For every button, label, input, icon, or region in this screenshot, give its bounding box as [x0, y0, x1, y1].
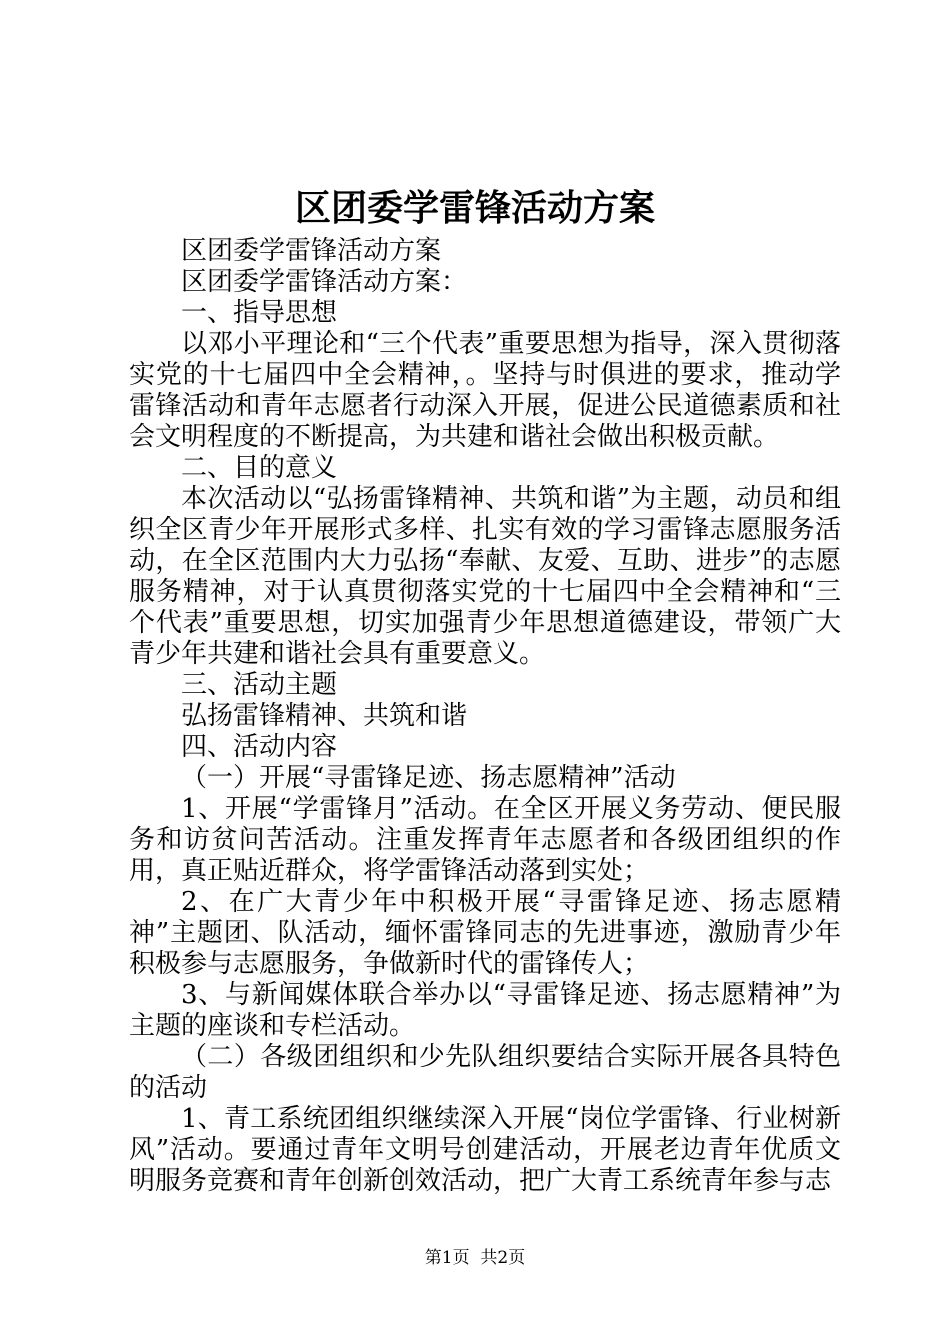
subsection-heading: （二）各级团组织和少先队组织要结合实际开展各具特色的活动	[129, 1042, 841, 1103]
document-title: 区团委学雷锋活动方案	[294, 187, 655, 229]
page-number: 第1页 共2页	[424, 1248, 526, 1268]
paragraph: 1、开展“学雷锋月”活动。在全区开展义务劳动、便民服务和访贫问苦活动。注重发挥青年志愿者和各级团组织的作用，真正贴近群众，将学雷锋活动落到实处；	[129, 794, 841, 886]
section-heading: 一、指导思想	[181, 298, 338, 328]
section-heading: 四、活动内容	[181, 732, 338, 762]
paragraph: 以邓小平理论和“三个代表”重要思想为指导，深入贯彻落实党的十七届四中全会精神，。坚持与时俱进的要求，推动学雷锋活动和青年志愿者行动深入开展，促进公民道德素质和社会文明程度的不断提高，为共建和谐社会做出积极贡献。	[129, 329, 841, 452]
section-heading: 三、活动主题	[181, 670, 338, 700]
paragraph: 本次活动以“弘扬雷锋精神、共筑和谐”为主题，动员和组织全区青少年开展形式多样、扎实有效的学习雷锋志愿服务活动，在全区范围内大力弘扬“奉献、友爱、互助、进步”的志愿服务精神，对于认真贯彻落实党的十七届四中全会精神和“三个代表”重要思想，切实加强青少年思想道德建设，带领广大青少年共建和谐社会具有重要意义。	[129, 484, 841, 669]
paragraph: 区团委学雷锋活动方案	[181, 236, 442, 266]
paragraph: 3、与新闻媒体联合举办以“寻雷锋足迹、扬志愿精神”为主题的座谈和专栏活动。	[129, 980, 841, 1041]
paragraph: 弘扬雷锋精神、共筑和谐	[181, 701, 468, 731]
paragraph: 2、在广大青少年中积极开展“寻雷锋足迹、扬志愿精神”主题团、队活动，缅怀雷锋同志的先进事迹，激励青少年积极参与志愿服务，争做新时代的雷锋传人；	[129, 887, 841, 979]
paragraph: 1、青工系统团组织继续深入开展“岗位学雷锋、行业树新风”活动。要通过青年文明号创建活动，开展老边青年优质文明服务竞赛和青年创新创效活动，把广大青工系统青年参与志	[129, 1104, 841, 1196]
document-body	[129, 236, 841, 1197]
paragraph: 区团委学雷锋活动方案：	[181, 267, 468, 297]
section-heading: 二、目的意义	[181, 453, 338, 483]
page-footer	[0, 1247, 950, 1269]
subsection-heading: （一）开展“寻雷锋足迹、扬志愿精神”活动	[181, 763, 676, 793]
